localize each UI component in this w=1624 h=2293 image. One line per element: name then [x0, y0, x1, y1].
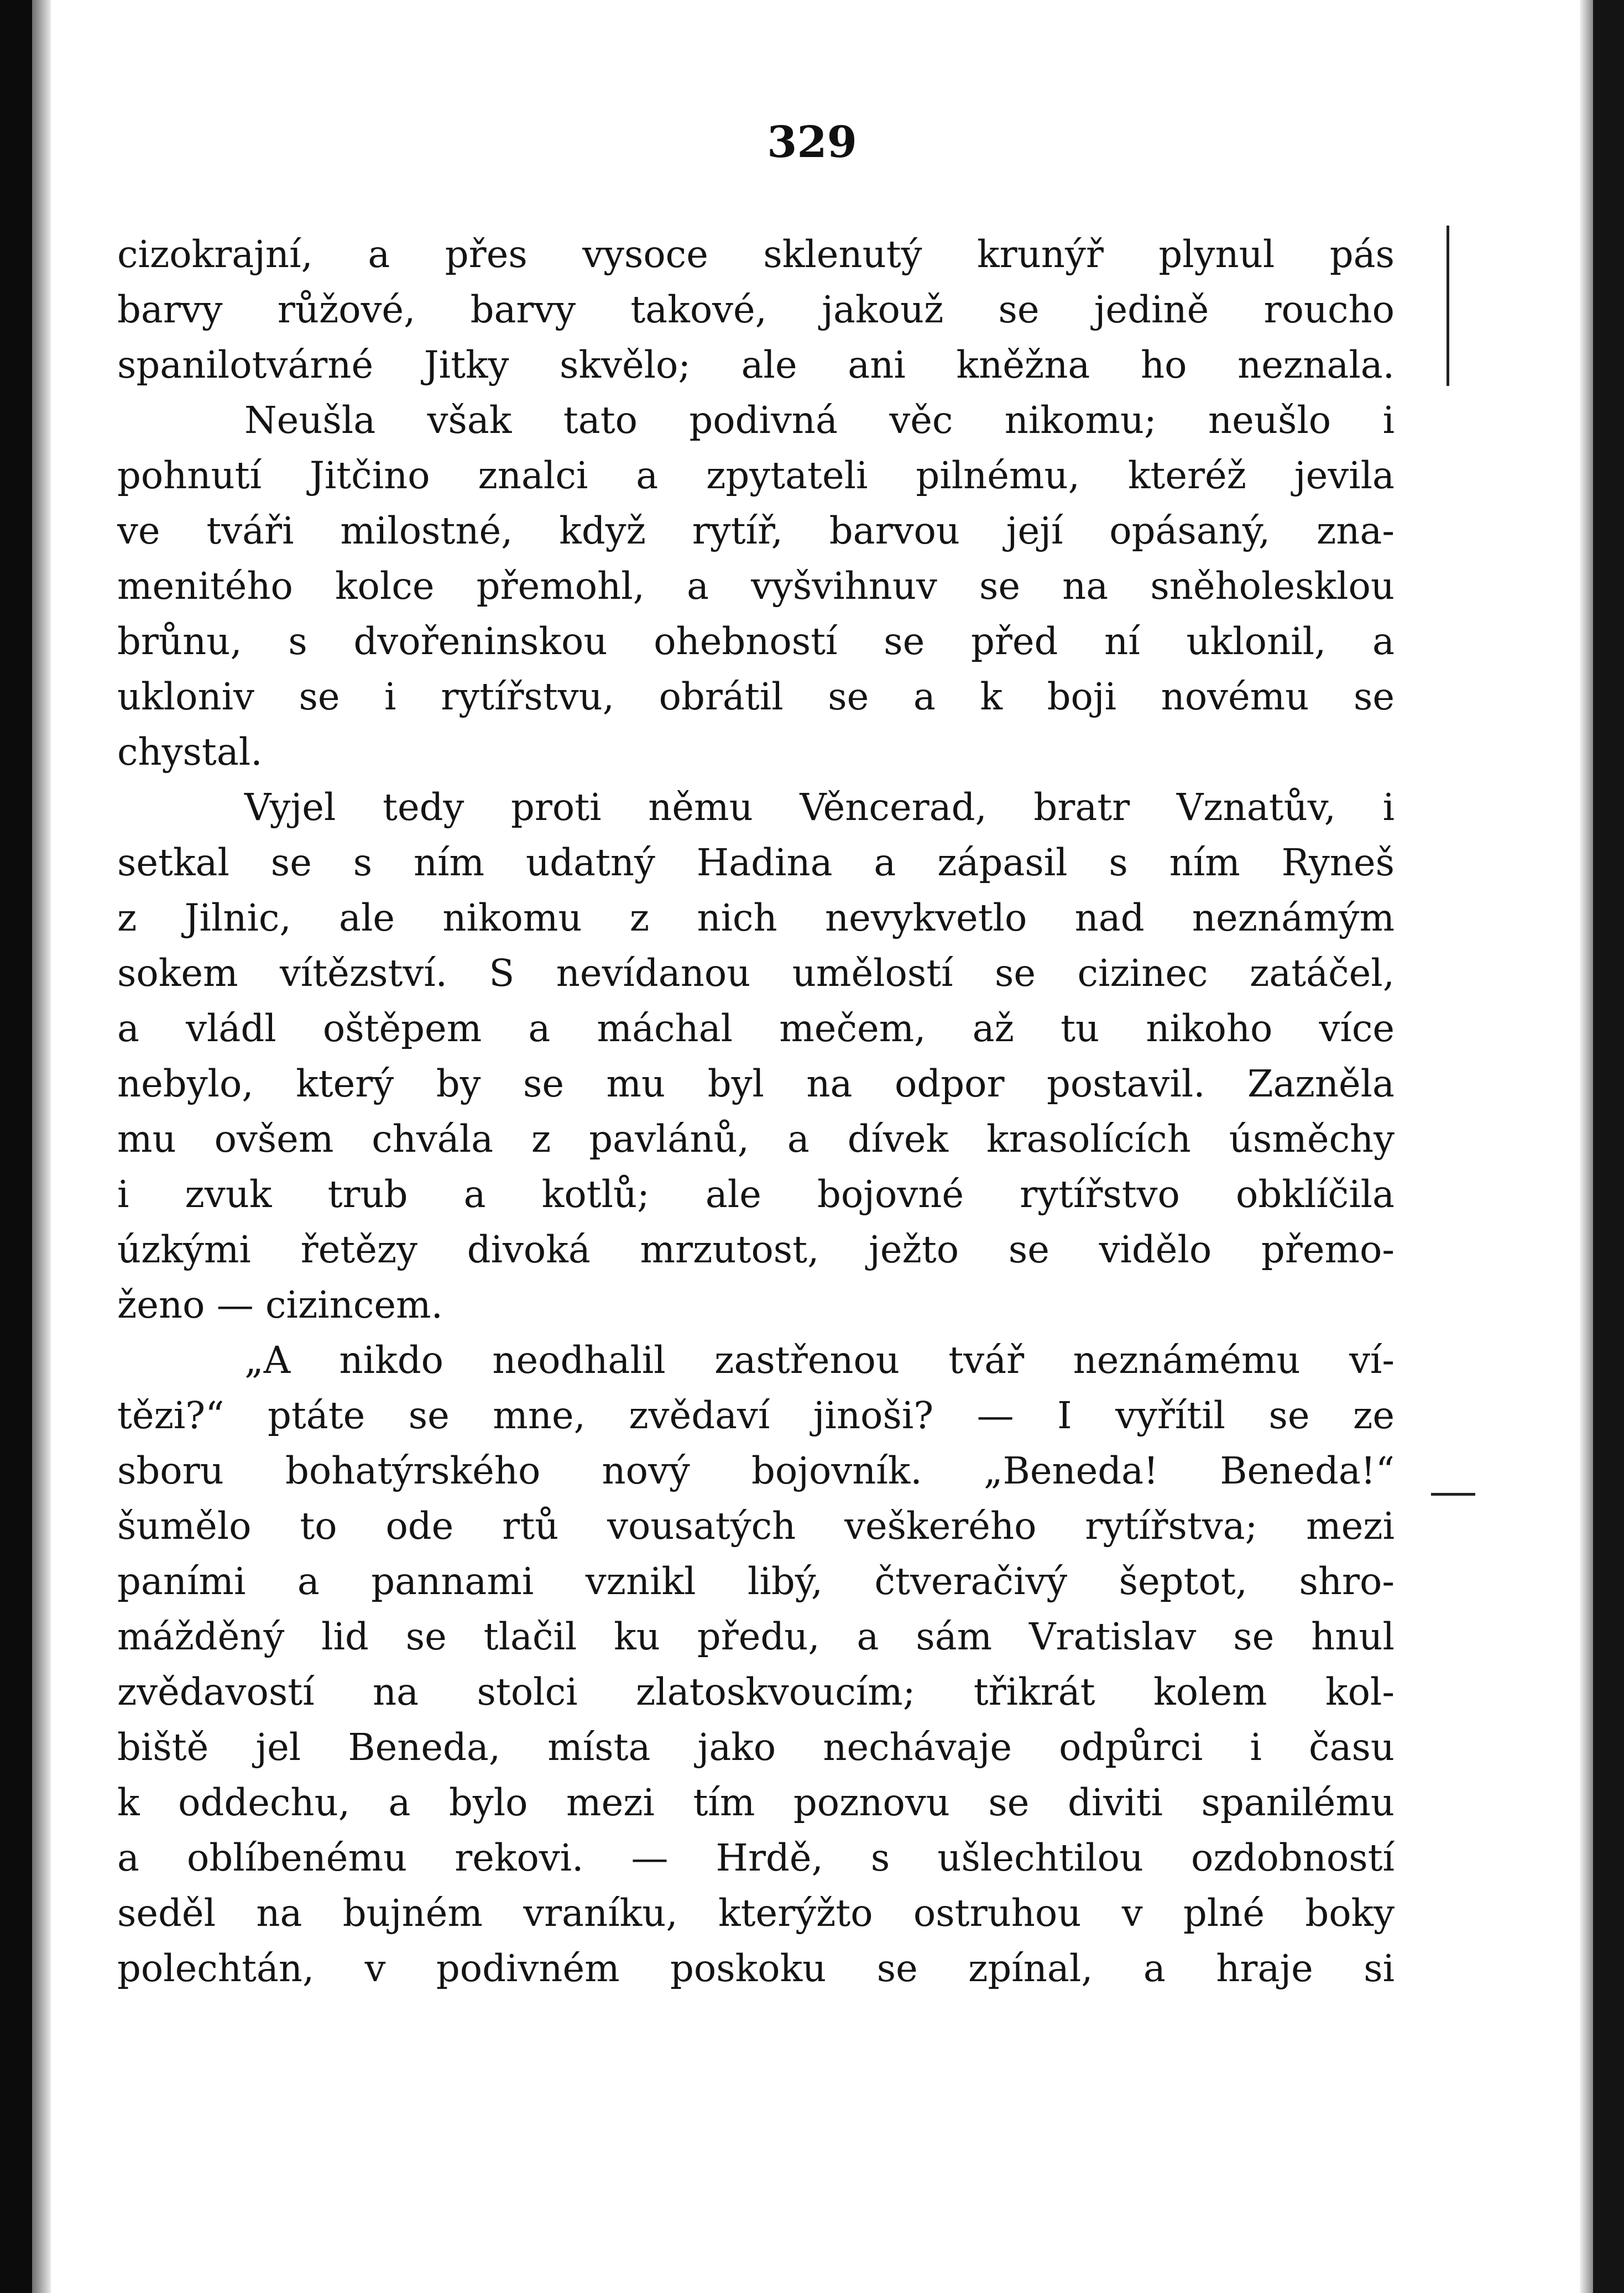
text-line: sboru bohatýrského nový bojovník. „Beneda! Beneda!“ [117, 1449, 1395, 1492]
margin-mark-dash [1431, 1493, 1475, 1496]
text-line: ženo — cizincem. [117, 1283, 443, 1326]
body-text [117, 227, 1395, 1996]
text-line: z Jilnic, ale nikomu z nich nevykvetlo nad neznámým [117, 896, 1395, 939]
margin-mark-bar [1447, 226, 1449, 386]
text-line: „A nikdo neodhalil zastřenou tvář neznámému ví- [244, 1339, 1395, 1382]
text-line: a vládl oštěpem a máchal mečem, až tu nikoho více [117, 1007, 1395, 1050]
page-gutter-shadow [32, 0, 51, 2293]
page-number: 329 [767, 117, 857, 168]
scan-edge-left [0, 0, 32, 2293]
text-line: sokem vítězství. S nevídanou umělostí se cizinec zatáčel, [117, 952, 1395, 995]
text-line: a oblíbenému rekovi. — Hrdě, s ušlechtilou ozdobností [117, 1836, 1395, 1879]
text-line: mážděný lid se tlačil ku předu, a sám Vratislav se hnul [117, 1615, 1395, 1658]
text-line: k oddechu, a bylo mezi tím poznovu se diviti spanilému [117, 1781, 1395, 1824]
text-line: Neušla však tato podivná věc nikomu; neušlo i [244, 399, 1395, 442]
text-line: zvědavostí na stolci zlatoskvoucím; třikrát kolem kol- [117, 1670, 1395, 1714]
text-line: barvy růžové, barvy takové, jakouž se jedině roucho [117, 288, 1395, 331]
page-edge-shadow [1580, 0, 1593, 2293]
text-line: brůnu, s dvořeninskou ohebností se před ní uklonil, a [117, 620, 1395, 663]
text-line: mu ovšem chvála z pavlánů, a dívek krasolících úsměchy [117, 1117, 1395, 1161]
text-line: paními a pannami vznikl libý, čtveračivý šeptot, shro- [117, 1560, 1395, 1603]
text-line: tězi?“ ptáte se mne, zvědaví jinoši? — I vyřítil se ze [117, 1394, 1395, 1437]
text-line: ukloniv se i rytířstvu, obrátil se a k boji novému se [117, 675, 1395, 718]
scan-edge-right [1593, 0, 1624, 2293]
text-line: ve tváři milostné, když rytíř, barvou její opásaný, zna- [117, 509, 1395, 552]
text-line: menitého kolce přemohl, a vyšvihnuv se na sněholesklou [117, 565, 1395, 608]
text-line: setkal se s ním udatný Hadina a zápasil s ním Ryneš [117, 841, 1395, 884]
text-line: cizokrajní, a přes vysoce sklenutý krunýř plynul pás [117, 233, 1395, 276]
text-line: i zvuk trub a kotlů; ale bojovné rytířstvo obklíčila [117, 1173, 1395, 1216]
text-line: spanilotvárné Jitky skvělo; ale ani kněžna ho neznala. [117, 343, 1395, 386]
text-line: seděl na bujném vraníku, kterýžto ostruhou v plné boky [117, 1892, 1395, 1935]
text-line: úzkými řetězy divoká mrzutost, ježto se vidělo přemo- [117, 1228, 1395, 1271]
text-line: Vyjel tedy proti němu Věncerad, bratr Vznatův, i [244, 786, 1395, 829]
text-line: šumělo to ode rtů vousatých veškerého rytířstva; mezi [117, 1505, 1395, 1548]
text-line: polechtán, v podivném poskoku se zpínal, a hraje si [117, 1947, 1395, 1990]
text-line: biště jel Beneda, místa jako nechávaje odpůrci i času [117, 1726, 1395, 1769]
text-line: pohnutí Jitčino znalci a zpytateli pilnému, kteréž jevila [117, 454, 1395, 497]
text-line: chystal. [117, 730, 263, 774]
text-line: nebylo, který by se mu byl na odpor postavil. Zazněla [117, 1062, 1395, 1105]
